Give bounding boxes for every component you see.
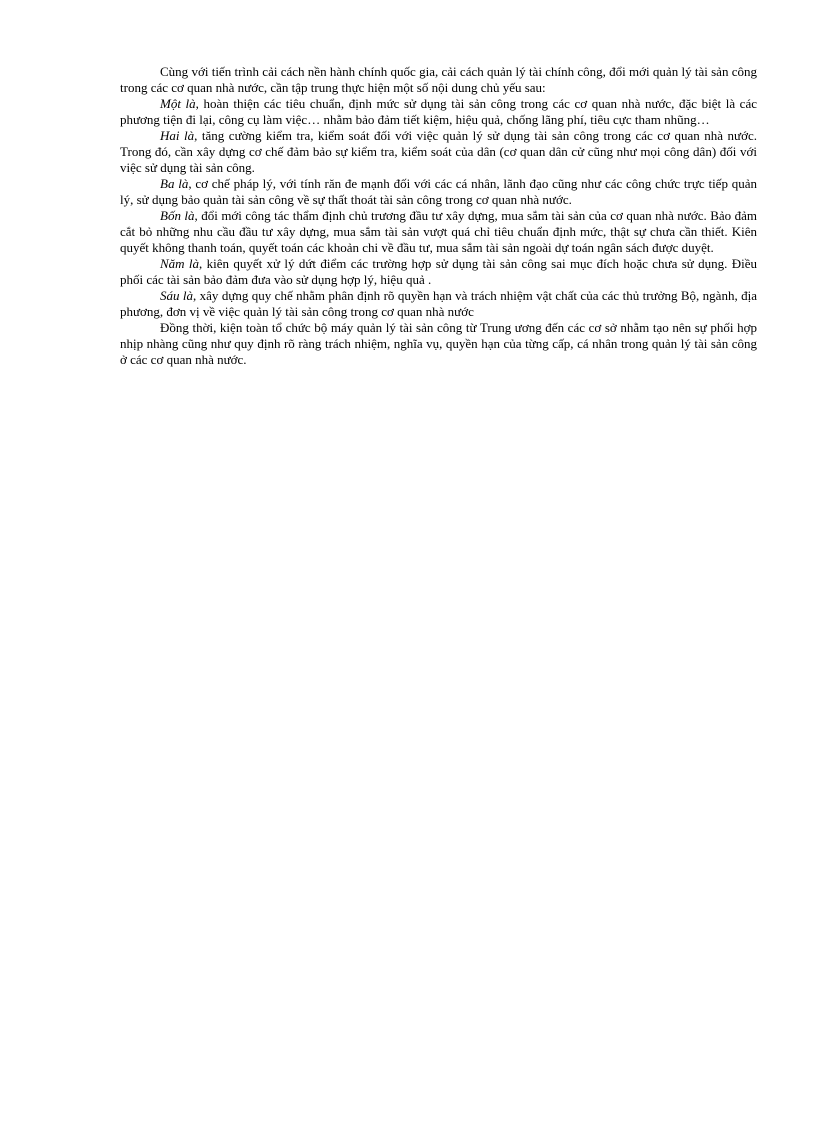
item-paragraph-5 [120,256,757,288]
item-lead: Ba là [160,176,189,191]
item-lead: Bốn là [160,208,195,223]
document-body [120,64,757,368]
item-lead: Một là [160,96,196,111]
item-text: , cơ chế pháp lý, với tính răn đe mạnh đối với các cá nhân, lãnh đạo cũng như các công chức trực tiếp quản lý, sử dụng bảo quản tài sản công về sự thất thoát tài sản công trong cơ quan nhà nước. [120,176,757,207]
item-paragraph-2 [120,128,757,176]
item-paragraph-3 [120,176,757,208]
item-text: , xây dựng quy chế nhằm phân định rõ quyền hạn và trách nhiệm vật chất của các thủ trưởng Bộ, ngành, địa phương, đơn vị về việc quản lý tài sản công trong cơ quan nhà nước [120,288,757,319]
item-paragraph-6 [120,288,757,320]
item-text: , đổi mới công tác thẩm định chủ trương đầu tư xây dựng, mua sắm tài sản của cơ quan nhà nước. Bảo đảm cắt bỏ những nhu cầu đầu tư xây dựng, mua sắm tài sản vượt quá chỉ tiêu chuẩn định mức, thật sự chưa cần thiết. Kiên quyết không thanh toán, quyết toán các khoản chi về đầu tư, mua sắm tài sản ngoài dự toán ngân sách được duyệt. [120,208,757,255]
item-text: , hoàn thiện các tiêu chuẩn, định mức sử dụng tài sản công trong các cơ quan nhà nước, đặc biệt là các phương tiện đi lại, công cụ làm việc… nhằm bảo đảm tiết kiệm, hiệu quả, chống lãng phí, tiêu cực tham nhũng… [120,96,757,127]
item-paragraph-1 [120,96,757,128]
closing-paragraph: Đồng thời, kiện toàn tổ chức bộ máy quản lý tài sản công từ Trung ương đến các cơ sở nhằm tạo nên sự phối hợp nhịp nhàng cũng như quy định rõ ràng trách nhiệm, nghĩa vụ, quyền hạn của từng cấp, cá nhân trong quản lý tài sản công ở các cơ quan nhà nước. [120,320,757,367]
item-text: , tăng cường kiểm tra, kiểm soát đối với việc quản lý sử dụng tài sản công trong các cơ quan nhà nước. Trong đó, cần xây dựng cơ chế đảm bảo sự kiểm tra, kiểm soát của dân (cơ quan dân cử cũng như mọi công dân) đối với việc sử dụng tài sản công. [120,128,757,175]
intro-paragraph: Cùng với tiến trình cải cách nền hành chính quốc gia, cải cách quản lý tài chính công, đổi mới quản lý tài sản công trong các cơ quan nhà nước, cần tập trung thực hiện một số nội dung chủ yếu sau: [120,64,757,95]
item-text: , kiên quyết xử lý dứt điểm các trường hợp sử dụng tài sản công sai mục đích hoặc chưa sử dụng. Điều phối các tài sản bảo đảm đưa vào sử dụng hợp lý, hiệu quả . [120,256,757,287]
item-lead: Sáu là [160,288,194,303]
item-paragraph-4 [120,208,757,256]
item-lead: Hai là [160,128,195,143]
item-lead: Năm là [160,256,200,271]
